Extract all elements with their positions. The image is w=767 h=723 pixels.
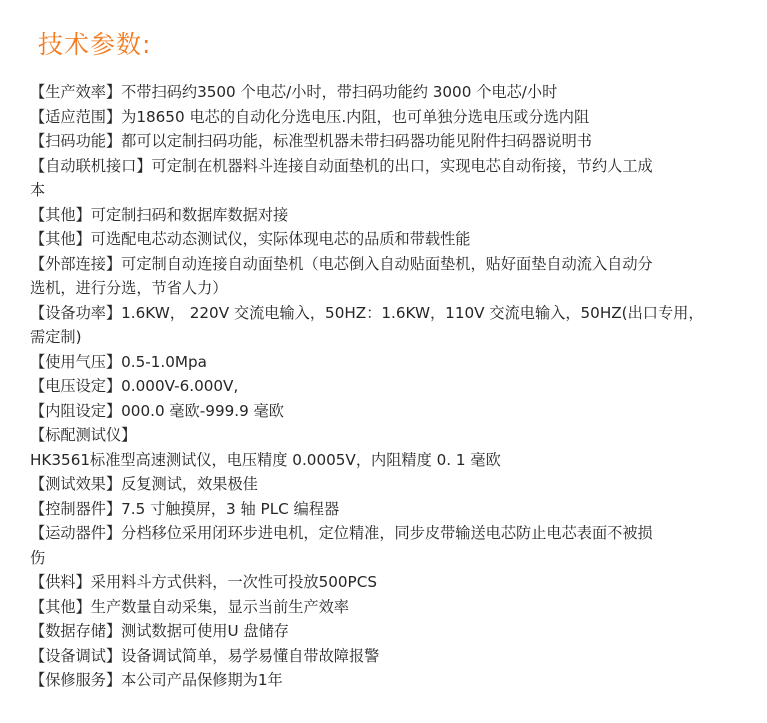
spec-line: 【自动联机接口】可定制在机器料斗连接自动面垫机的出口，实现电芯自动衔接，节约人工成 [30, 156, 653, 175]
spec-line: 【外部连接】可定制自动连接自动面垫机（电芯倒入自动贴面垫机，贴好面垫自动流入自动分 [30, 254, 653, 273]
page-title: 技术参数: [38, 30, 152, 59]
spec-line: 本 [30, 181, 46, 199]
spec-line: 【其他】可定制扫码和数据库数据对接 [30, 205, 289, 224]
spec-line: 【测试效果】反复测试，效果极佳 [30, 475, 258, 493]
spec-line: 【适应范围】为18650 电芯的自动化分选电压.内阻，也可单独分选电压或分选内阻 [30, 107, 590, 126]
spec-line: HK3561标准型高速测试仪，电压精度 0.0005V，内阻精度 0. 1 毫欧 [30, 450, 501, 469]
spec-line: 【其他】可选配电芯动态测试仪，实际体现电芯的品质和带载性能 [30, 230, 471, 248]
spec-line: 【设备功率】1.6KW， 220V 交流电输入，50HZ：1.6KW，110V 交流电输入，50HZ(出口专用， [30, 303, 704, 322]
spec-line: 需定制) [30, 328, 82, 346]
spec-line: 【其他】生产数量自动采集，显示当前生产效率 [30, 597, 349, 616]
spec-line: 【电压设定】0.000V-6.000V, [30, 377, 239, 395]
spec-line: 伤 [30, 548, 46, 567]
spec-line: 【扫码功能】都可以定制扫码功能，标准型机器未带扫码器功能见附件扫码器说明书 [30, 132, 592, 150]
spec-line: 【内阻设定】000.0 毫欧-999.9 毫欧 [30, 401, 284, 420]
spec-line: 【供料】采用料斗方式供料，一次性可投放500PCS [30, 573, 377, 591]
spec-line: 【保修服务】本公司产品保修期为1年 [30, 671, 283, 689]
spec-line: 【控制器件】7.5 寸触摸屏，3 轴 PLC 编程器 [30, 499, 340, 518]
spec-line: 【数据存储】测试数据可使用U 盘储存 [30, 622, 289, 640]
spec-list [30, 80, 735, 693]
spec-line: 【生产效率】不带扫码约3500 个电芯/小时，带扫码功能约 3000 个电芯/小时 [30, 83, 558, 101]
spec-line: 【设备调试】设备调试简单，易学易懂自带故障报警 [30, 646, 380, 665]
spec-line: 选机，进行分选，节省人力） [30, 279, 228, 297]
spec-line: 【运动器件】分档移位采用闭环步进电机，定位精准，同步皮带输送电芯防止电芯表面不被损 [30, 524, 653, 542]
spec-line: 【标配测试仪】 [30, 426, 137, 444]
spec-line: 【使用气压】0.5-1.0Mpa [30, 352, 207, 371]
